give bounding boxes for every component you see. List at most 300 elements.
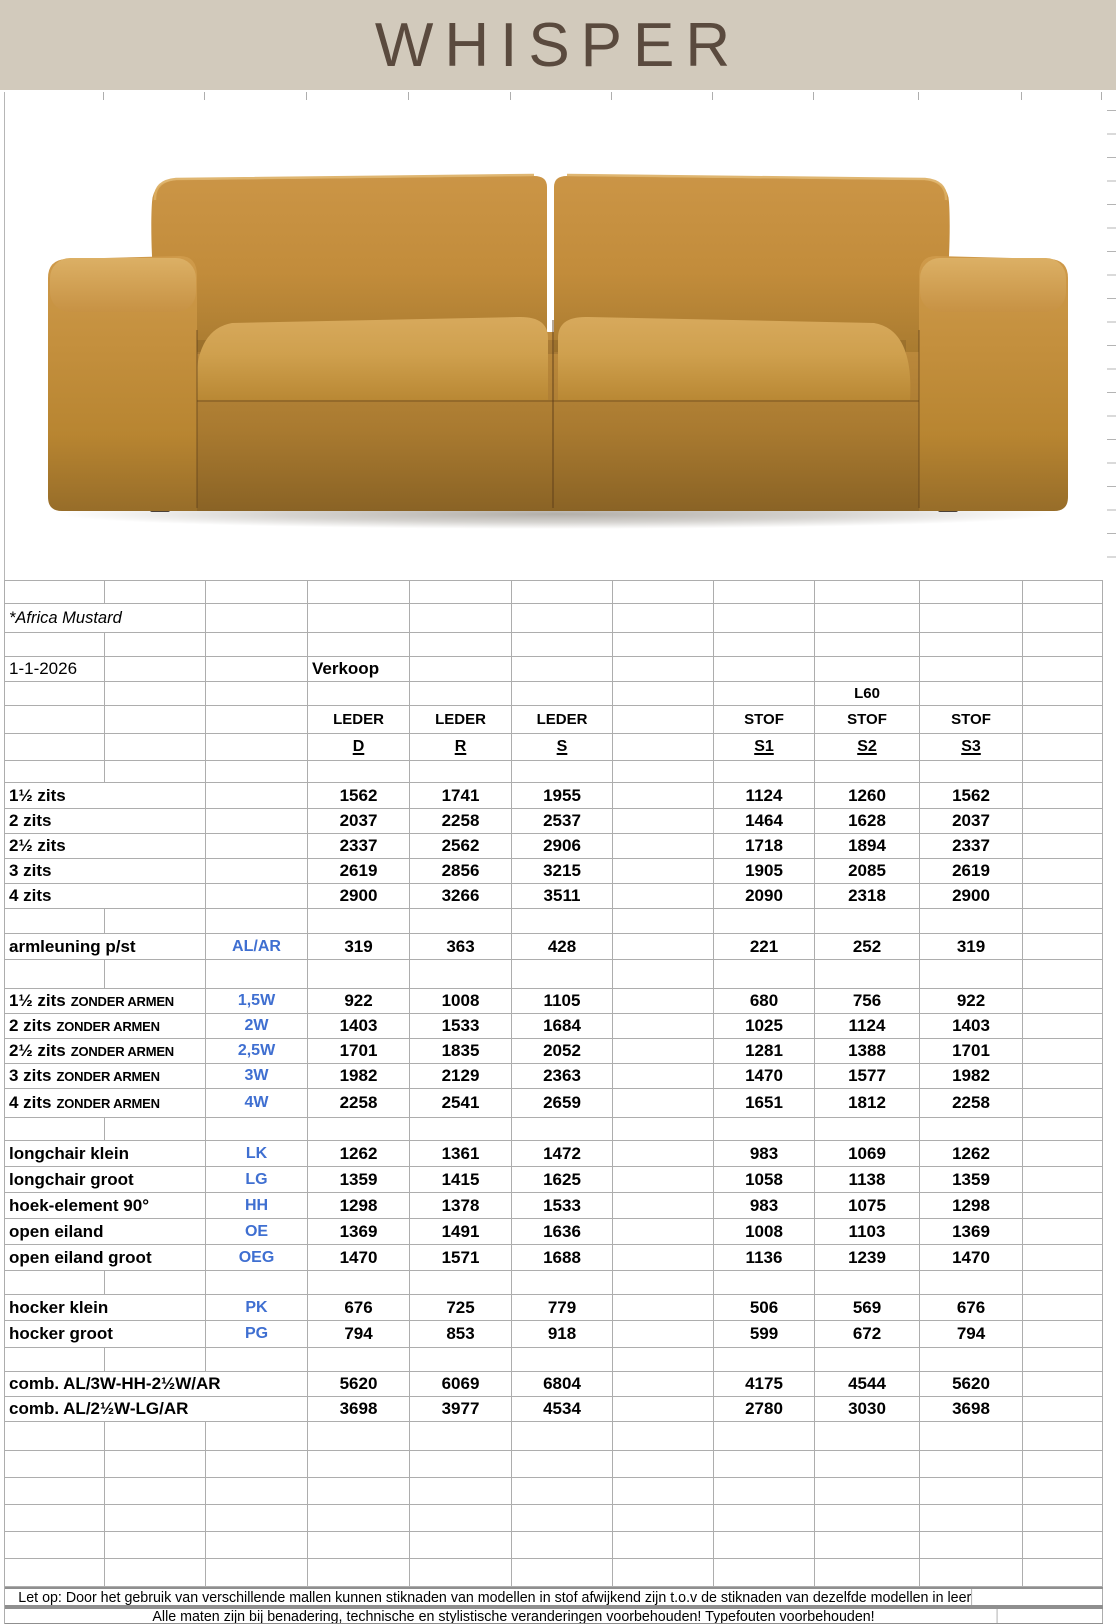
grid-cell bbox=[714, 1559, 815, 1586]
grid-cell bbox=[1023, 1193, 1103, 1218]
row-label-sub: ZONDER ARMEN bbox=[56, 1018, 160, 1034]
sofa-arm-left-top bbox=[50, 258, 196, 312]
grid-row bbox=[5, 1478, 1103, 1505]
column-header-label: D bbox=[352, 738, 365, 755]
model-code: OE bbox=[206, 1219, 308, 1244]
grid-cell bbox=[308, 761, 410, 782]
grid-cell bbox=[512, 633, 613, 656]
grid-cell bbox=[714, 1422, 815, 1450]
price-value: 252 bbox=[815, 934, 920, 959]
row-label bbox=[5, 1014, 206, 1038]
price-value: 2258 bbox=[920, 1089, 1023, 1117]
price-value: 1741 bbox=[410, 783, 512, 808]
grid-cell bbox=[714, 633, 815, 656]
price-value: 3215 bbox=[512, 859, 613, 883]
grid-cell bbox=[308, 1118, 410, 1140]
row-label-text: longchair klein bbox=[9, 1143, 129, 1163]
grid-cell bbox=[308, 682, 410, 705]
leather-group-header: LEDER bbox=[308, 706, 410, 733]
grid-cell bbox=[5, 909, 105, 933]
grid-cell bbox=[920, 657, 1023, 681]
grid-cell bbox=[920, 1118, 1023, 1140]
grid-cell bbox=[1023, 960, 1103, 988]
grid-cell bbox=[308, 1271, 410, 1294]
price-value: 2537 bbox=[512, 809, 613, 833]
price-value: 922 bbox=[920, 989, 1023, 1013]
grid-cell bbox=[1023, 581, 1103, 603]
grid-cell bbox=[5, 581, 105, 603]
grid-cell bbox=[613, 1372, 714, 1396]
grid-cell bbox=[920, 1532, 1023, 1558]
model-code: LG bbox=[206, 1167, 308, 1192]
model-code: HH bbox=[206, 1193, 308, 1218]
grid-cell bbox=[512, 657, 613, 681]
grid-cell bbox=[613, 633, 714, 656]
grid-cell bbox=[5, 1271, 105, 1294]
grid-cell bbox=[1023, 1118, 1103, 1140]
grid-cell bbox=[308, 633, 410, 656]
grid-cell bbox=[613, 1219, 714, 1244]
grid-cell bbox=[206, 734, 308, 760]
price-value: 2619 bbox=[920, 859, 1023, 883]
grid-row bbox=[5, 604, 1103, 633]
footer-note: Let op: Door het gebruik van verschillende mallen kunnen stiknaden van modellen in stof afwijkend zijn t.o.v de stiknaden van dezelfde modellen in leer bbox=[5, 1589, 972, 1605]
grid-cell bbox=[815, 633, 920, 656]
grid-cell bbox=[613, 859, 714, 883]
price-value: 4544 bbox=[815, 1372, 920, 1396]
grid-cell bbox=[512, 1478, 613, 1504]
model-code bbox=[206, 859, 308, 883]
price-row bbox=[5, 783, 1103, 809]
price-value: 1470 bbox=[714, 1064, 815, 1088]
grid-cell bbox=[5, 706, 105, 733]
model-code bbox=[206, 884, 308, 908]
column-header bbox=[410, 734, 512, 760]
price-value: 4175 bbox=[714, 1372, 815, 1396]
grid-row bbox=[5, 734, 1103, 761]
grid-cell bbox=[815, 1348, 920, 1371]
column-header bbox=[815, 734, 920, 760]
grid-cell bbox=[714, 1348, 815, 1371]
price-row bbox=[5, 1039, 1103, 1064]
price-row bbox=[5, 1295, 1103, 1321]
grid-cell bbox=[920, 581, 1023, 603]
grid-cell bbox=[920, 682, 1023, 705]
grid-cell bbox=[5, 1348, 105, 1371]
row-label-sub: ZONDER ARMEN bbox=[70, 1043, 174, 1059]
price-value: 1571 bbox=[410, 1245, 512, 1270]
grid-cell bbox=[5, 1559, 105, 1586]
grid-cell bbox=[206, 682, 308, 705]
model-code bbox=[206, 783, 308, 808]
grid-cell bbox=[512, 1451, 613, 1477]
row-label bbox=[5, 1039, 206, 1063]
row-label bbox=[5, 859, 206, 883]
row-label bbox=[5, 934, 206, 959]
row-label bbox=[5, 1397, 308, 1421]
grid-cell bbox=[5, 761, 105, 782]
grid-cell bbox=[5, 734, 105, 760]
price-value: 676 bbox=[920, 1295, 1023, 1320]
grid-cell bbox=[920, 1451, 1023, 1477]
price-value: 1369 bbox=[308, 1219, 410, 1244]
model-code bbox=[206, 809, 308, 833]
grid-cell bbox=[308, 1505, 410, 1531]
grid-cell bbox=[714, 960, 815, 988]
grid-cell bbox=[714, 1118, 815, 1140]
grid-cell bbox=[1023, 604, 1103, 632]
grid-cell bbox=[105, 1271, 206, 1294]
model-code bbox=[206, 834, 308, 858]
grid-cell bbox=[105, 706, 206, 733]
price-value: 1298 bbox=[920, 1193, 1023, 1218]
grid-cell bbox=[1023, 884, 1103, 908]
grid-cell bbox=[613, 1348, 714, 1371]
grid-cell bbox=[1023, 859, 1103, 883]
header-band bbox=[0, 0, 1116, 90]
row-label-text: open eiland groot bbox=[9, 1247, 152, 1267]
price-value: 1577 bbox=[815, 1064, 920, 1088]
grid-cell bbox=[410, 1118, 512, 1140]
price-row bbox=[5, 1167, 1103, 1193]
price-value: 2906 bbox=[512, 834, 613, 858]
grid-cell bbox=[5, 1118, 105, 1140]
grid-cell bbox=[206, 657, 308, 681]
grid-cell bbox=[1023, 1478, 1103, 1504]
grid-cell bbox=[1023, 1295, 1103, 1320]
model-code: PK bbox=[206, 1295, 308, 1320]
grid-cell bbox=[1023, 1089, 1103, 1117]
grid-cell bbox=[410, 657, 512, 681]
price-value: 428 bbox=[512, 934, 613, 959]
price-value: 1388 bbox=[815, 1039, 920, 1063]
price-row bbox=[5, 989, 1103, 1014]
price-value: 1415 bbox=[410, 1167, 512, 1192]
model-code: PG bbox=[206, 1321, 308, 1347]
grid-cell bbox=[206, 1505, 308, 1531]
grid-cell bbox=[714, 682, 815, 705]
column-header-label: S1 bbox=[754, 738, 774, 755]
grid-cell bbox=[613, 884, 714, 908]
price-value: 1628 bbox=[815, 809, 920, 833]
grid-cell bbox=[714, 1478, 815, 1504]
grid-cell bbox=[308, 1478, 410, 1504]
grid-cell bbox=[308, 581, 410, 603]
grid-cell bbox=[206, 581, 308, 603]
price-value: 1403 bbox=[308, 1014, 410, 1038]
row-label bbox=[5, 1295, 206, 1320]
grid-cell bbox=[920, 1348, 1023, 1371]
price-value: 922 bbox=[308, 989, 410, 1013]
grid-cell bbox=[613, 809, 714, 833]
row-label bbox=[5, 1141, 206, 1166]
row-label-text: open eiland bbox=[9, 1221, 104, 1241]
grid-cell bbox=[308, 1422, 410, 1450]
price-value: 1069 bbox=[815, 1141, 920, 1166]
price-value: 1008 bbox=[410, 989, 512, 1013]
price-value: 1684 bbox=[512, 1014, 613, 1038]
price-value: 319 bbox=[920, 934, 1023, 959]
price-value: 1359 bbox=[308, 1167, 410, 1192]
price-row bbox=[5, 884, 1103, 909]
grid-cell bbox=[920, 1422, 1023, 1450]
grid-cell bbox=[5, 1451, 105, 1477]
price-value: 1701 bbox=[920, 1039, 1023, 1063]
price-value: 1688 bbox=[512, 1245, 613, 1270]
grid-cell bbox=[1023, 1219, 1103, 1244]
grid-cell bbox=[105, 1559, 206, 1586]
price-value: 1262 bbox=[920, 1141, 1023, 1166]
grid-cell bbox=[714, 1271, 815, 1294]
grid-cell bbox=[1023, 1422, 1103, 1450]
grid-cell bbox=[613, 682, 714, 705]
grid-row bbox=[5, 1587, 1103, 1607]
price-value: 1955 bbox=[512, 783, 613, 808]
grid-cell bbox=[1023, 1064, 1103, 1088]
price-value: 2129 bbox=[410, 1064, 512, 1088]
grid-cell bbox=[206, 1271, 308, 1294]
grid-cell bbox=[206, 633, 308, 656]
swatch-note: *Africa Mustard bbox=[5, 604, 206, 632]
model-code: LK bbox=[206, 1141, 308, 1166]
grid-cell bbox=[5, 1422, 105, 1450]
price-value: 1562 bbox=[920, 783, 1023, 808]
grid-row bbox=[5, 1271, 1103, 1295]
row-label-sub: ZONDER ARMEN bbox=[70, 993, 174, 1009]
price-value: 5620 bbox=[308, 1372, 410, 1396]
column-header bbox=[714, 734, 815, 760]
grid-cell bbox=[410, 761, 512, 782]
price-value: 2619 bbox=[308, 859, 410, 883]
grid-cell bbox=[206, 1348, 308, 1371]
price-row bbox=[5, 809, 1103, 834]
grid-cell bbox=[1023, 989, 1103, 1013]
price-value: 1239 bbox=[815, 1245, 920, 1270]
grid-cell bbox=[815, 657, 920, 681]
row-label bbox=[5, 783, 206, 808]
price-value: 599 bbox=[714, 1321, 815, 1347]
grid-cell bbox=[714, 657, 815, 681]
grid-cell bbox=[1023, 1141, 1103, 1166]
grid-row bbox=[5, 1451, 1103, 1478]
l60-header: L60 bbox=[815, 682, 920, 705]
grid-cell bbox=[920, 604, 1023, 632]
grid-row bbox=[5, 682, 1103, 706]
grid-cell bbox=[410, 633, 512, 656]
row-label-text: 3 zits bbox=[9, 1066, 52, 1085]
price-value: 3030 bbox=[815, 1397, 920, 1421]
grid-cell bbox=[920, 909, 1023, 933]
grid-cell bbox=[815, 1559, 920, 1586]
grid-cell bbox=[714, 1505, 815, 1531]
price-value: 2900 bbox=[308, 884, 410, 908]
grid-cell bbox=[613, 734, 714, 760]
grid-cell bbox=[5, 682, 105, 705]
grid-row bbox=[5, 1118, 1103, 1141]
model-code: 3W bbox=[206, 1064, 308, 1088]
grid-cell bbox=[1023, 1167, 1103, 1192]
price-value: 983 bbox=[714, 1141, 815, 1166]
price-value: 672 bbox=[815, 1321, 920, 1347]
row-label-text: 4 zits bbox=[9, 886, 52, 905]
grid-cell bbox=[920, 1271, 1023, 1294]
grid-cell bbox=[410, 960, 512, 988]
price-value: 1403 bbox=[920, 1014, 1023, 1038]
row-label-text: 1½ zits bbox=[9, 991, 66, 1010]
grid-cell bbox=[815, 581, 920, 603]
grid-cell bbox=[512, 604, 613, 632]
grid-cell bbox=[1023, 783, 1103, 808]
grid-cell bbox=[512, 761, 613, 782]
grid-cell bbox=[105, 1505, 206, 1531]
price-value: 2363 bbox=[512, 1064, 613, 1088]
column-header-label: S3 bbox=[961, 738, 981, 755]
price-value: 2856 bbox=[410, 859, 512, 883]
grid-cell bbox=[613, 1089, 714, 1117]
price-row bbox=[5, 834, 1103, 859]
grid-cell bbox=[410, 682, 512, 705]
price-value: 1138 bbox=[815, 1167, 920, 1192]
grid-cell bbox=[512, 1118, 613, 1140]
price-value: 221 bbox=[714, 934, 815, 959]
model-code: 1,5W bbox=[206, 989, 308, 1013]
grid-cell bbox=[920, 960, 1023, 988]
grid-cell bbox=[512, 1532, 613, 1558]
grid-cell bbox=[815, 1118, 920, 1140]
price-value: 2562 bbox=[410, 834, 512, 858]
grid-cell bbox=[1023, 1505, 1103, 1531]
price-value: 1124 bbox=[815, 1014, 920, 1038]
price-row bbox=[5, 1397, 1103, 1422]
grid-cell bbox=[512, 682, 613, 705]
grid-cell bbox=[815, 1532, 920, 1558]
row-label bbox=[5, 1372, 308, 1396]
model-code: 2W bbox=[206, 1014, 308, 1038]
price-value: 1378 bbox=[410, 1193, 512, 1218]
grid-cell bbox=[1023, 761, 1103, 782]
price-value: 2780 bbox=[714, 1397, 815, 1421]
price-value: 2037 bbox=[308, 809, 410, 833]
price-value: 5620 bbox=[920, 1372, 1023, 1396]
grid-cell bbox=[410, 1422, 512, 1450]
price-value: 2337 bbox=[308, 834, 410, 858]
row-label-sub: ZONDER ARMEN bbox=[56, 1095, 160, 1111]
row-label-text: comb. AL/2½W-LG/AR bbox=[9, 1399, 189, 1418]
price-value: 2085 bbox=[815, 859, 920, 883]
grid-cell bbox=[920, 1478, 1023, 1504]
grid-cell bbox=[1023, 734, 1103, 760]
grid-cell bbox=[308, 1532, 410, 1558]
price-value: 1359 bbox=[920, 1167, 1023, 1192]
grid-cell bbox=[512, 1505, 613, 1531]
model-code: 4W bbox=[206, 1089, 308, 1117]
grid-cell bbox=[714, 581, 815, 603]
grid-cell bbox=[206, 1478, 308, 1504]
row-label-text: 4 zits bbox=[9, 1093, 52, 1112]
price-value: 1260 bbox=[815, 783, 920, 808]
grid-cell bbox=[410, 1559, 512, 1586]
price-value: 1562 bbox=[308, 783, 410, 808]
price-row bbox=[5, 859, 1103, 884]
grid-cell bbox=[105, 1118, 206, 1140]
grid-cell bbox=[613, 1141, 714, 1166]
grid-cell bbox=[1023, 1559, 1103, 1586]
grid-cell bbox=[613, 1039, 714, 1063]
price-value: 1075 bbox=[815, 1193, 920, 1218]
column-header bbox=[308, 734, 410, 760]
grid-cell bbox=[1023, 809, 1103, 833]
grid-cell bbox=[613, 1014, 714, 1038]
price-value: 1894 bbox=[815, 834, 920, 858]
price-value: 2541 bbox=[410, 1089, 512, 1117]
price-value: 1058 bbox=[714, 1167, 815, 1192]
fabric-group-header: STOF bbox=[920, 706, 1023, 733]
sofa-photo bbox=[0, 90, 1116, 580]
row-label-text: longchair groot bbox=[9, 1169, 134, 1189]
grid-cell bbox=[206, 706, 308, 733]
grid-row bbox=[5, 761, 1103, 783]
grid-cell bbox=[105, 1422, 206, 1450]
grid-row bbox=[5, 960, 1103, 989]
price-value: 1533 bbox=[512, 1193, 613, 1218]
grid-cell bbox=[206, 604, 308, 632]
price-value: 3698 bbox=[920, 1397, 1023, 1421]
grid-cell bbox=[613, 1245, 714, 1270]
grid-cell bbox=[206, 960, 308, 988]
price-value: 1905 bbox=[714, 859, 815, 883]
grid-cell bbox=[1023, 934, 1103, 959]
row-label bbox=[5, 1167, 206, 1192]
grid-cell bbox=[613, 706, 714, 733]
grid-cell bbox=[1023, 1372, 1103, 1396]
price-value: 2258 bbox=[410, 809, 512, 833]
price-value: 725 bbox=[410, 1295, 512, 1320]
price-row bbox=[5, 1245, 1103, 1271]
grid-cell bbox=[308, 604, 410, 632]
price-value: 2900 bbox=[920, 884, 1023, 908]
price-row bbox=[5, 1219, 1103, 1245]
grid-cell bbox=[1023, 633, 1103, 656]
price-row bbox=[5, 934, 1103, 960]
grid-cell bbox=[1023, 706, 1103, 733]
grid-cell bbox=[410, 1451, 512, 1477]
price-value: 3511 bbox=[512, 884, 613, 908]
price-row bbox=[5, 1089, 1103, 1118]
row-label-text: 2½ zits bbox=[9, 1041, 66, 1060]
grid-cell bbox=[613, 1532, 714, 1558]
grid-cell bbox=[1023, 909, 1103, 933]
grid-cell bbox=[613, 1271, 714, 1294]
price-value: 3266 bbox=[410, 884, 512, 908]
grid-cell bbox=[206, 909, 308, 933]
grid-row bbox=[5, 1505, 1103, 1532]
price-value: 2258 bbox=[308, 1089, 410, 1117]
row-label-text: 2 zits bbox=[9, 1016, 52, 1035]
grid-cell bbox=[613, 1478, 714, 1504]
grid-cell bbox=[1023, 1321, 1103, 1347]
price-value: 1982 bbox=[308, 1064, 410, 1088]
grid-cell bbox=[920, 761, 1023, 782]
grid-cell bbox=[105, 1348, 206, 1371]
grid-cell bbox=[512, 960, 613, 988]
grid-row bbox=[5, 909, 1103, 934]
price-row bbox=[5, 1372, 1103, 1397]
price-value: 1491 bbox=[410, 1219, 512, 1244]
row-label-sub: ZONDER ARMEN bbox=[56, 1068, 160, 1084]
row-label-text: 2½ zits bbox=[9, 836, 66, 855]
grid-cell bbox=[308, 1348, 410, 1371]
price-value: 1812 bbox=[815, 1089, 920, 1117]
